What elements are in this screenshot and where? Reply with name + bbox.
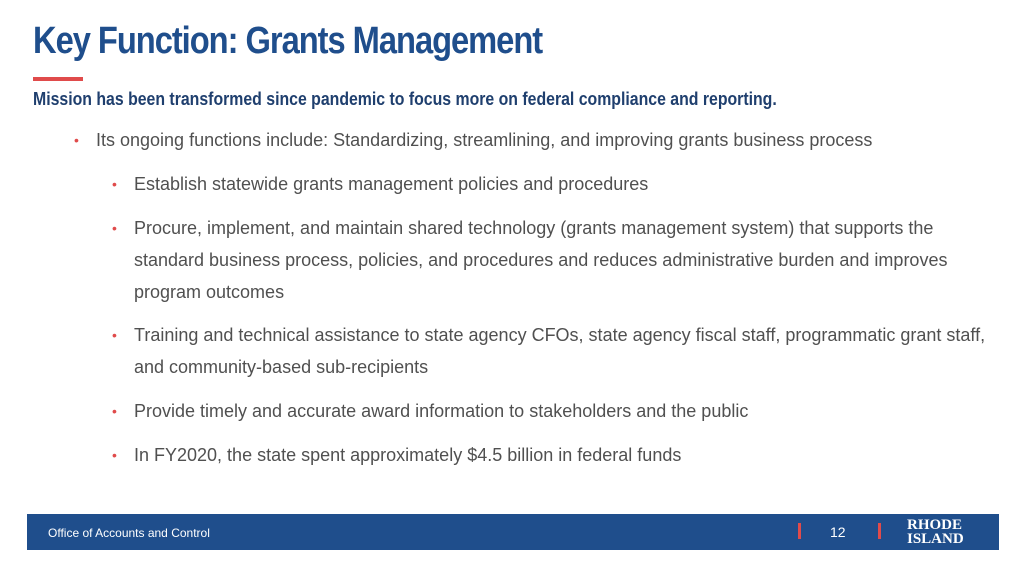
bullet-text: Its ongoing functions include: Standardizing, streamlining, and improving grants business process — [96, 130, 873, 150]
list-item — [112, 439, 994, 471]
bullet-icon: • — [112, 327, 117, 343]
footer-separator — [798, 523, 801, 539]
bullet-text: In FY2020, the state spent approximately $4.5 billion in federal funds — [134, 445, 682, 465]
page-number: 12 — [830, 524, 846, 540]
title-accent-bar — [33, 77, 83, 81]
footer-office-name: Office of Accounts and Control — [48, 526, 210, 540]
bullet-icon: • — [74, 132, 79, 148]
list-item — [112, 168, 994, 200]
list-item — [112, 212, 994, 308]
list-item — [112, 395, 994, 427]
bullet-text: Training and technical assistance to state agency CFOs, state agency fiscal staff, programmatic grant staff, and community-based sub-recipients — [134, 325, 986, 377]
bullet-icon: • — [112, 176, 117, 192]
footer-bar — [27, 514, 999, 550]
bullet-text: Procure, implement, and maintain shared technology (grants management system) that supports the standard business process, policies, and procedures and reduces administrative burden and improves program outcomes — [134, 218, 948, 302]
list-item — [74, 124, 996, 156]
subtitle: Mission has been transformed since pandemic to focus more on federal compliance and reporting. — [33, 89, 777, 109]
bullet-text: Establish statewide grants management policies and procedures — [134, 174, 649, 194]
bullet-text: Provide timely and accurate award information to stakeholders and the public — [134, 401, 749, 421]
logo-line-2: ISLAND — [907, 531, 964, 547]
bullet-icon: • — [112, 220, 117, 236]
list-item — [112, 319, 994, 383]
rhode-island-logo — [907, 518, 964, 546]
logo-line-1: RHODE — [907, 517, 963, 533]
bullet-icon: • — [112, 447, 117, 463]
footer-separator — [878, 523, 881, 539]
bullet-icon: • — [112, 403, 117, 419]
page-title: Key Function: Grants Management — [33, 20, 543, 62]
